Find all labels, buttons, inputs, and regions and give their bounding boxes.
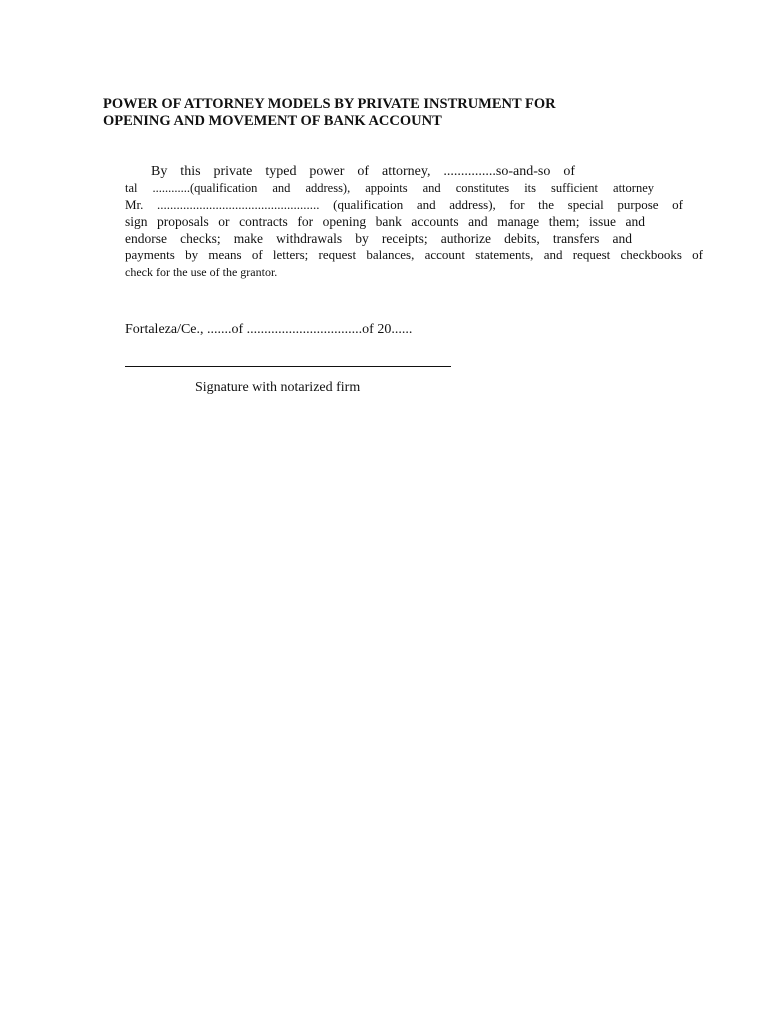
signature-caption: Signature with notarized firm (195, 380, 361, 395)
body-line-6: payments by means of letters; request balances, account statements, and request checkbooks of (125, 247, 703, 262)
body-line-5: endorse checks; make withdrawals by receipts; authorize debits, transfers and (125, 231, 632, 246)
body-line-2: tal ............(qualification and address), appoints and constitutes its sufficient attorney (125, 181, 654, 195)
title-line-2: OPENING AND MOVEMENT OF BANK ACCOUNT (103, 113, 442, 129)
title-line-1: POWER OF ATTORNEY MODELS BY PRIVATE INSTRUMENT FOR (103, 96, 556, 112)
body-line-7: check for the use of the grantor. (125, 265, 278, 279)
document-title (103, 96, 663, 130)
body-line-1: By this private typed power of attorney, ...............so-and-so of (151, 164, 575, 179)
signature-line (125, 366, 451, 367)
body-line-3: Mr. .................................................. (qualification and address), for the special purpose of (125, 197, 683, 212)
body-line-4: sign proposals or contracts for opening bank accounts and manage them; issue and (125, 214, 645, 229)
place-and-date-line: Fortaleza/Ce., .......of .................................of 20...... (125, 322, 413, 337)
